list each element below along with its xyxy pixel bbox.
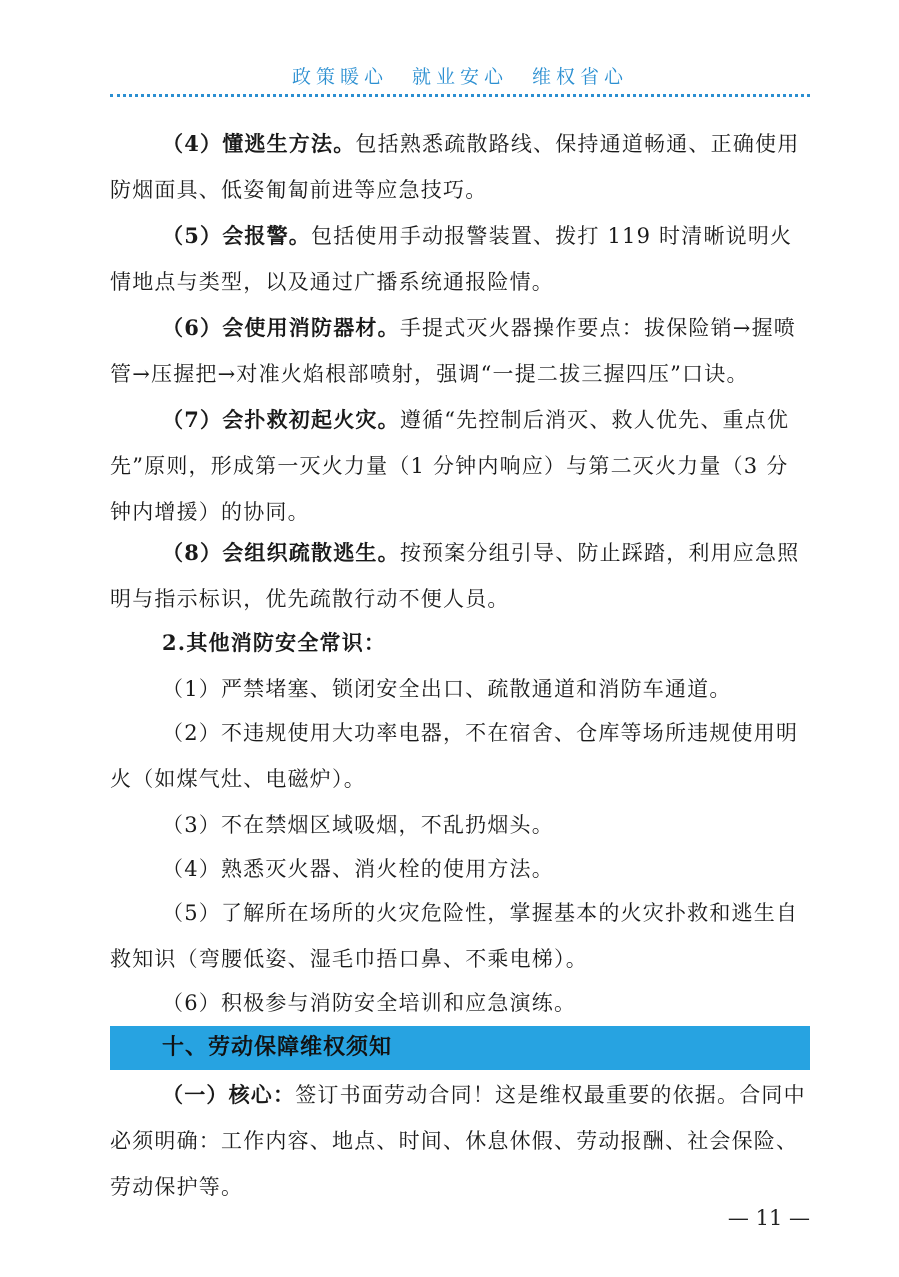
item-body: 按预案分组引导、防止踩踏，利用应急照明与指示标识，优先疏散行动不便人员。 [110,541,800,611]
item-lead: （4）懂逃生方法。 [162,131,356,156]
section-title: 十、劳动保障维权须知 [162,1035,393,1060]
common-item-3: （3）不在禁烟区域吸烟，不乱扔烟头。 [162,813,554,837]
header-divider [110,94,810,97]
item-body: 包括使用手动报警装置、拨打 119 时清晰说明火情地点与类型，以及通过广播系统通报险情。 [110,224,793,294]
item-lead: （7）会扑救初起火灾。 [162,407,400,432]
core-paragraph [110,1072,810,1210]
common-item-5: （5）了解所在场所的火灾危险性，掌握基本的火灾扑救和逃生自救知识（弯腰低姿、湿毛巾捂口鼻、不乘电梯）。 [110,901,799,971]
core-body: 签订书面劳动合同！这是维权最重要的依据。合同中必须明确：工作内容、地点、时间、休息休假、劳动报酬、社会保险、劳动保护等。 [110,1083,806,1199]
common-item-1: （1）严禁堵塞、锁闭安全出口、疏散通道和消防车通道。 [162,677,732,701]
item-lead: （5）会报警。 [162,223,312,248]
page-header: 政策暖心 就业安心 维权省心 [291,66,628,88]
paragraph-item-6 [110,305,810,397]
common-item-4: （4）熟悉灭火器、消火栓的使用方法。 [162,857,554,881]
item-lead: （8）会组织疏散逃生。 [162,540,400,565]
common-item-6: （6）积极参与消防安全培训和应急演练。 [162,991,577,1015]
item-body: 包括熟悉疏散路线、保持通道畅通、正确使用防烟面具、低姿匍匐前进等应急技巧。 [110,132,800,202]
common-item-2: （2）不违规使用大功率电器，不在宿舍、仓库等场所违规使用明火（如煤气灶、电磁炉）。 [110,721,799,791]
item-body: 遵循“先控制后消灭、救人优先、重点优先”原则，形成第一灭火力量（1 分钟内响应）与第二灭火力量（3 分钟内增援）的协同。 [110,408,790,524]
item-lead: （6）会使用消防器材。 [162,315,400,340]
subheading: 2.其他消防安全常识： [162,630,387,655]
item-body: 手提式灭火器操作要点：拔保险销→握喷管→压握把→对准火焰根部喷射，强调“一提二拔三握四压”口诀。 [110,316,797,386]
section-heading-bar [110,1026,810,1070]
paragraph-item-4 [110,121,810,213]
core-lead: （一）核心： [162,1082,296,1107]
page-number: — 11 — [727,1206,810,1230]
paragraph-item-8 [110,530,810,622]
paragraph-item-7 [110,397,810,535]
paragraph-item-5 [110,213,810,305]
